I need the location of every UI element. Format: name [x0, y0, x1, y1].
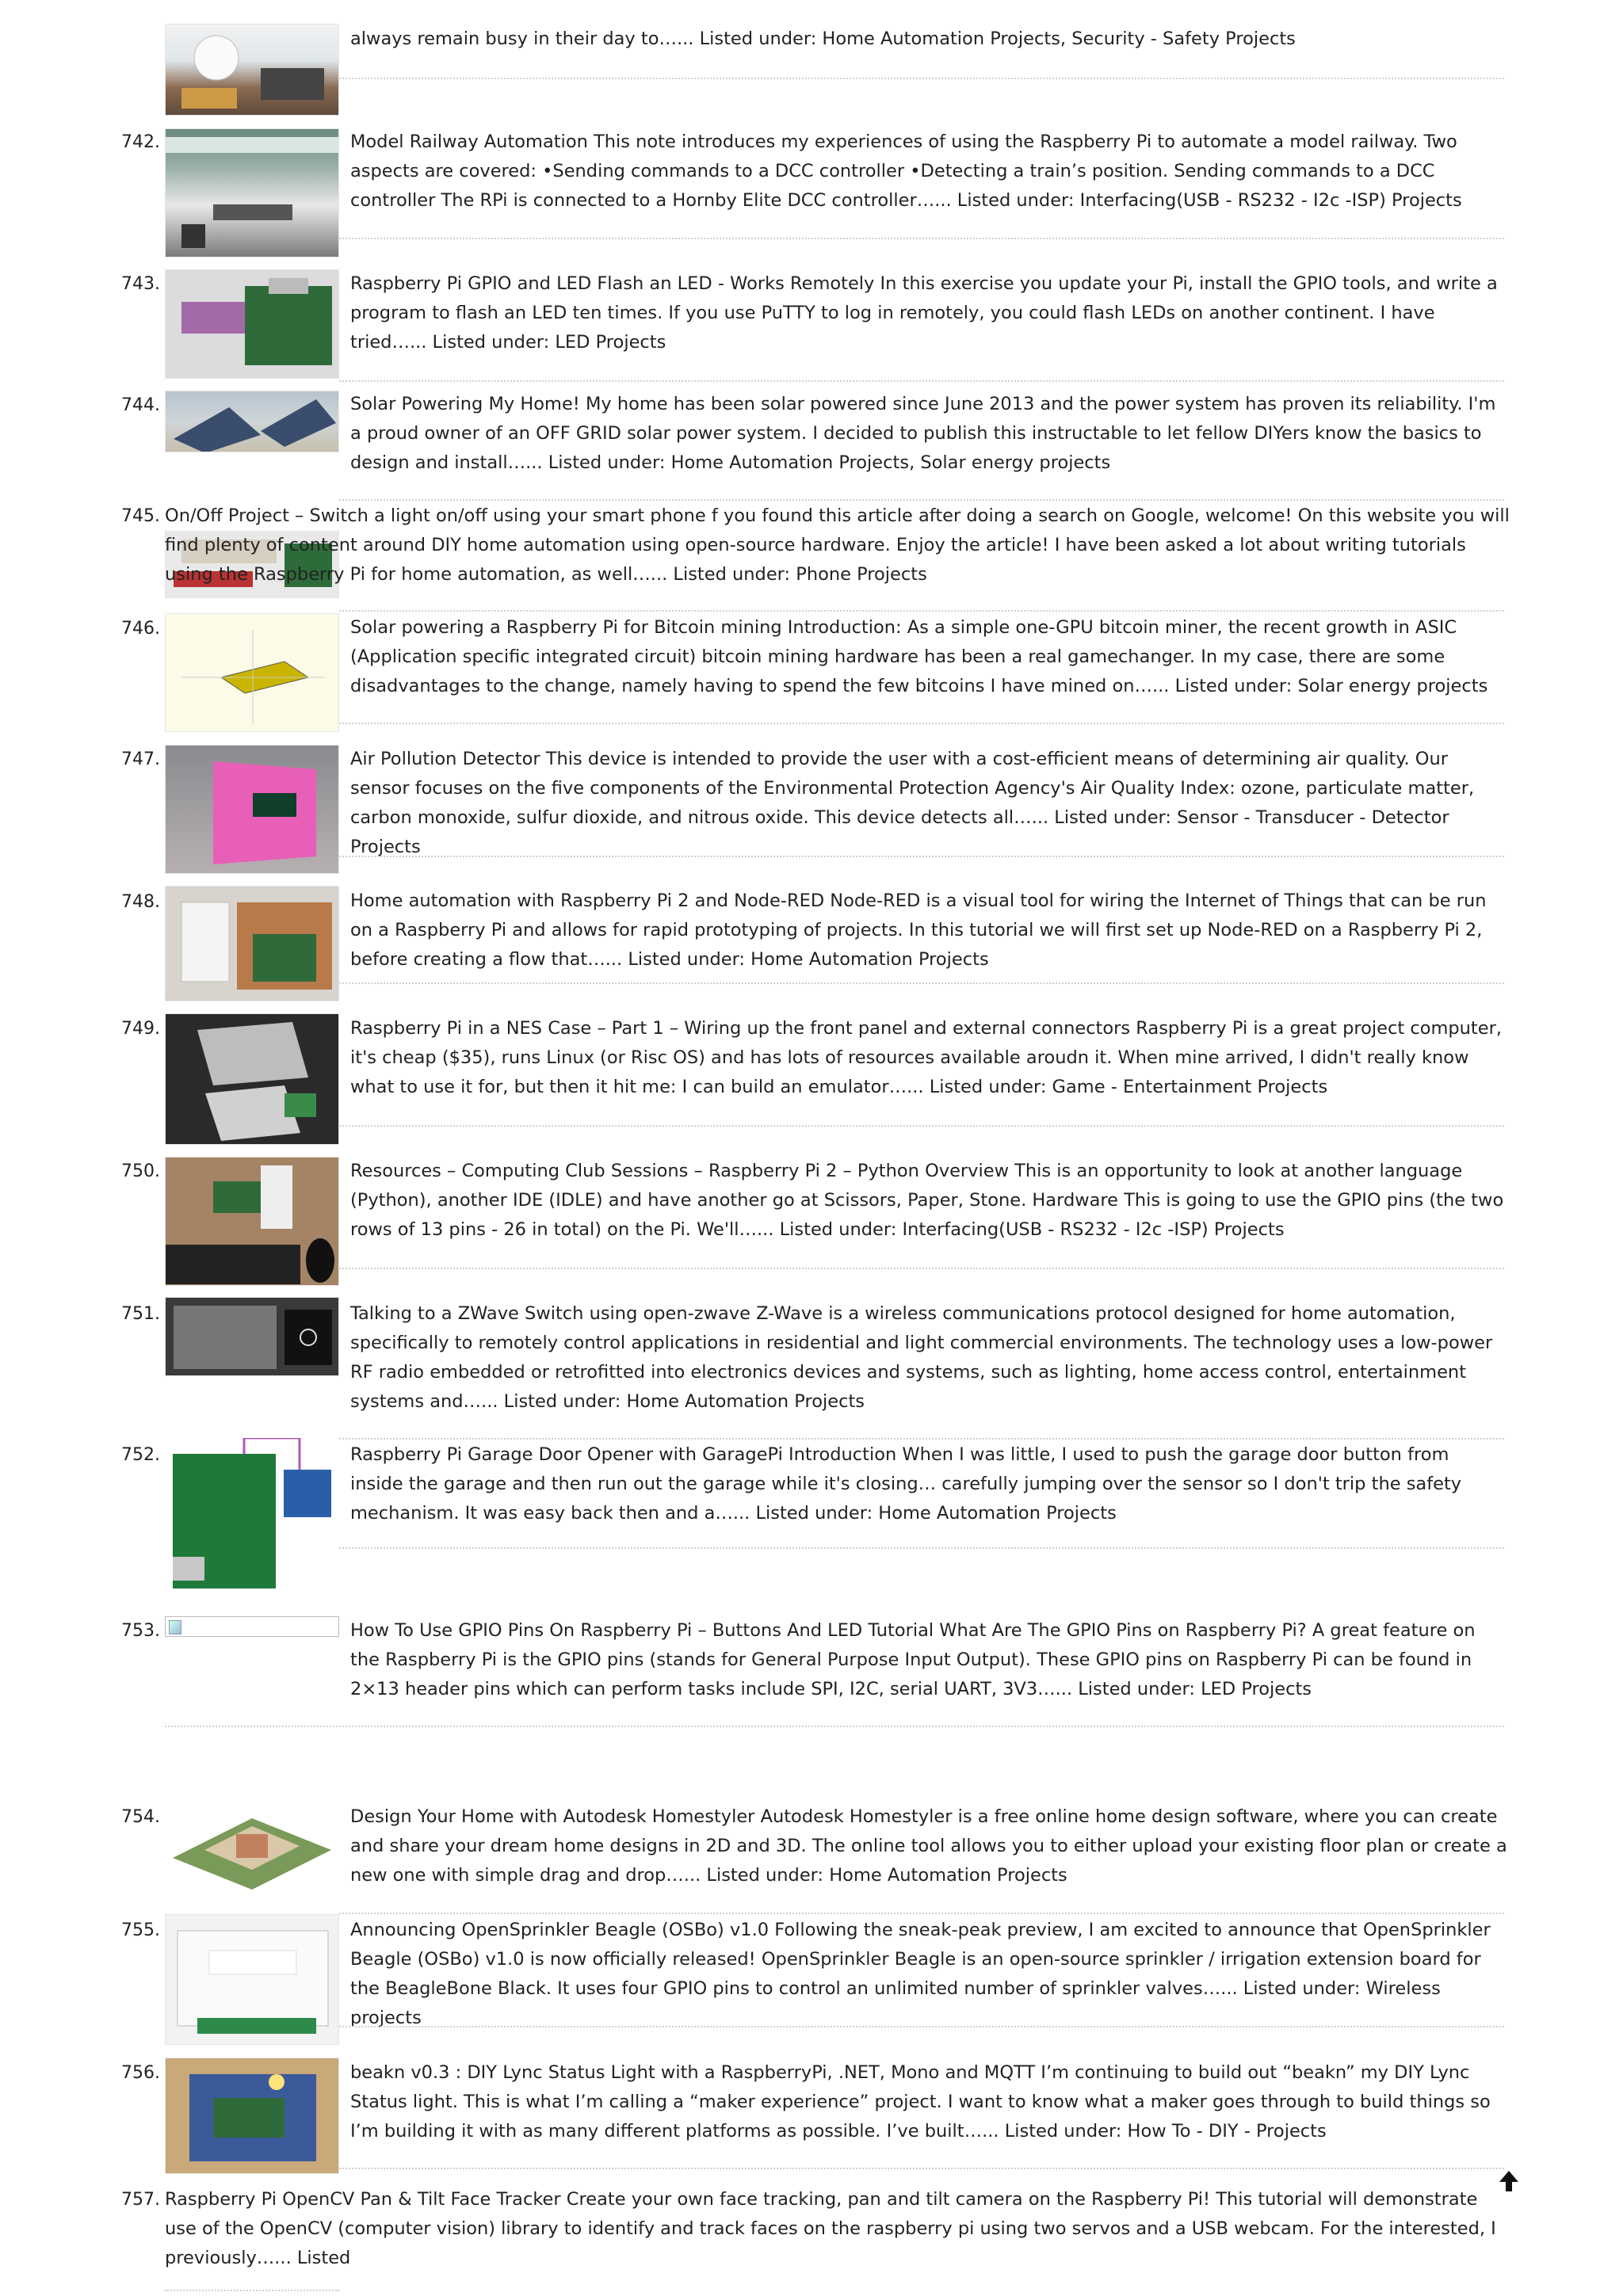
project-thumbnail[interactable] [165, 745, 339, 874]
project-description[interactable]: Home automation with Raspberry Pi 2 and Node-RED Node-RED is a visual tool for wiring the Internet of Things that can be run on a Raspberry Pi and allows for rapid prototyping of projects. In this tutorial we will first set up Node-RED on a Raspberry Pi 2, before creating a flow that…... Listed under: Home Automation Projects [350, 891, 1487, 970]
project-thumbnail[interactable] [165, 1297, 339, 1376]
project-thumbnail[interactable] [165, 269, 339, 379]
project-description[interactable]: Solar Powering My Home! My home has been solar powered since June 2013 and the power system has proven its reliability. I'm a proud owner of an OFF GRID solar power system. I decided to publish this instructable to let fellow DIYers know the basics to design and install…... Listed under: Home Automation Projects, Solar energy projects [350, 394, 1496, 473]
separator [339, 78, 1504, 79]
item-number: 754. [121, 1807, 160, 1827]
item-number: 748. [121, 892, 160, 912]
project-description[interactable]: beakn v0.3 : DIY Lync Status Light with a RaspberryPi, .NET, Mono and MQTT I’m continuing to build out “beakn” my DIY Lync Status light. This is what I’m calling a “maker experience” project. I want to know what a maker goes through to build things so I’m building it with as many different platforms as possible. I’ve built…... Listed under: How To - DIY - Projects [350, 2062, 1491, 2142]
separator [339, 610, 1504, 612]
arrow-up-icon[interactable] [1498, 2169, 1520, 2193]
project-description[interactable]: Raspberry Pi in a NES Case – Part 1 – Wiring up the front panel and external connectors Raspberry Pi is a great project computer, it's cheap ($35), runs Linux (or Risc OS) and has lots of resources available aroudn it. When mine arrived, I didn't really know what to use it for, but then it hit me: I can build an emulator…... Listed under: Game - Entertainment Projects [350, 1018, 1502, 1097]
project-thumbnail[interactable] [165, 613, 339, 732]
project-description[interactable]: always remain busy in their day to…... Listed under: Home Automation Projects, Security - Safety Projects [350, 29, 1296, 49]
project-thumbnail[interactable] [165, 1914, 339, 2045]
item-number: 753. [121, 1621, 160, 1641]
project-thumbnail[interactable] [165, 886, 339, 1001]
item-number: 752. [121, 1445, 160, 1465]
project-thumbnail[interactable] [165, 391, 339, 452]
project-description[interactable]: Raspberry Pi OpenCV Pan & Tilt Face Tracker Create your own face tracking, pan and tilt camera on the Raspberry Pi! This tutorial will demonstrate use of the OpenCV (computer vision) library to identify and track faces on the raspberry pi using two servos and a USB webcam. For the interested, I previously…... Listed [165, 2189, 1496, 2268]
item-number: 747. [121, 749, 160, 769]
item-number: 756. [121, 2063, 160, 2083]
project-description[interactable]: How To Use GPIO Pins On Raspberry Pi – Buttons And LED Tutorial What Are The GPIO Pins on Raspberry Pi? A great feature on the Raspberry Pi is the GPIO pins (stands for General Purpose Input Output). These GPIO pins on Raspberry Pi can be found in 2×13 header pins which can perform tasks include SPI, I2C, serial UART, 3V3…... Listed under: LED Projects [350, 1620, 1476, 1699]
item-number: 744. [121, 395, 160, 415]
project-description[interactable]: Talking to a ZWave Switch using open-zwave Z-Wave is a wireless communications protocol designed for home automation, specifically to remotely control applications in residential and light commercial environments. The technology uses a low-power RF radio embedded or retrofitted into electronics devices and systems, such as lighting, home access control, entertainment systems and…... Listed under: Home Automation Projects [350, 1303, 1493, 1412]
project-description[interactable]: Model Railway Automation This note introduces my experiences of using the Raspberry Pi to automate a model railway. Two aspects are covered: •Sending commands to a DCC controller •Detecting a train’s position. Sending commands to a DCC controller The RPi is connected to a Hornby Elite DCC controller…... Listed under: Interfacing(USB - RS232 - I2c -ISP) Projects [350, 132, 1462, 211]
separator [339, 2026, 1504, 2027]
project-thumbnail[interactable] [165, 1802, 339, 1891]
project-thumbnail[interactable] [165, 128, 339, 257]
separator [339, 1438, 1504, 1440]
item-number: 757. [121, 2190, 160, 2210]
project-thumbnail[interactable] [165, 2058, 339, 2174]
separator [339, 2168, 1504, 2169]
item-number: 746. [121, 619, 160, 639]
project-description[interactable]: Resources – Computing Club Sessions – Raspberry Pi 2 – Python Overview This is an opportunity to look at another language (Python), another IDE (IDLE) and have another go at Scissors, Paper, Stone. Hardware This is going to use the GPIO pins (the two rows of 13 pins - 26 in total) on the Pi. We'll…... Listed under: Interfacing(USB - RS232 - I2c -ISP) Projects [350, 1161, 1504, 1240]
separator [339, 1547, 1504, 1549]
separator [339, 856, 1504, 857]
project-description[interactable]: Announcing OpenSprinkler Beagle (OSBo) v1.0 Following the sneak-peak preview, I am excited to announce that OpenSprinkler Beagle (OSBo) v1.0 is now officially released! OpenSprinkler Beagle is an open-source sprinkler / irrigation extension board for the BeagleBone Black. It uses four GPIO pins to control an unlimited number of sprinkler valves…... Listed under: Wireless projects [350, 1920, 1491, 2028]
project-thumbnail[interactable] [165, 24, 339, 116]
separator [339, 1125, 1504, 1127]
item-number: 755. [121, 1920, 160, 1940]
project-description[interactable]: Raspberry Pi Garage Door Opener with GaragePi Introduction When I was little, I used to push the garage door button from inside the garage and then run out the garage while it's closing… carefully jumping over the sensor so I don't trip the safety mechanism. It was easy back then and a…... Listed under: Home Automation Projects [350, 1444, 1462, 1524]
project-thumbnail[interactable] [165, 1157, 339, 1286]
item-number: 750. [121, 1161, 160, 1181]
project-thumbnail[interactable] [165, 1438, 339, 1604]
item-number: 743. [121, 274, 160, 294]
item-number: 742. [121, 132, 160, 152]
separator [165, 1726, 1504, 1727]
item-number: 745. [121, 506, 160, 526]
project-description[interactable]: Solar powering a Raspberry Pi for Bitcoin mining Introduction: As a simple one-GPU bitcoin miner, the recent growth in ASIC (Application specific integrated circuit) bitcoin mining hardware has been a real gamechanger. In my case, there are some disadvantages to the change, namely having to spend the few bitcoins I have mined on…... Listed under: Solar energy projects [350, 617, 1488, 696]
separator [165, 2290, 339, 2291]
separator [339, 499, 1504, 501]
item-number: 749. [121, 1019, 160, 1039]
separator [339, 380, 1504, 382]
broken-image-icon[interactable] [165, 1616, 339, 1637]
project-description[interactable]: Design Your Home with Autodesk Homestyler Autodesk Homestyler is a free online home design software, where you can create and share your dream home designs in 2D and 3D. The online tool allows you to either upload your existing floor plan or create a new one with simple drag and drop…... Listed under: Home Automation Projects [350, 1806, 1507, 1886]
separator [339, 723, 1504, 724]
project-description[interactable] [165, 502, 1512, 589]
separator [339, 1268, 1504, 1269]
project-description[interactable]: Raspberry Pi GPIO and LED Flash an LED - Works Remotely In this exercise you update your Pi, install the GPIO tools, and write a program to flash an LED ten times. If you use PuTTY to log in remotely, you could flash LEDs on another continent. I have tried…... Listed under: LED Projects [350, 273, 1498, 353]
item-number: 751. [121, 1304, 160, 1324]
separator [339, 238, 1504, 239]
project-thumbnail[interactable] [165, 1013, 339, 1145]
separator [339, 1913, 1504, 1914]
separator [339, 982, 1504, 984]
description-text: On/Off Project – Switch a light on/off using your smart phone f you found this article after doing a search on Google, welcome! On this website you will find plenty of content around DIY home automation using open-source hardware. Enjoy the article! I have been asked a lot about writing tutorials using the Raspberry Pi for home automation, as well…... Listed under: Phone Projects [165, 505, 1510, 585]
project-description[interactable]: Air Pollution Detector This device is intended to provide the user with a cost-efficient means of determining air quality. Our sensor focuses on the five components of the Environmental Protection Agency's Air Quality Index: ozone, particulate matter, carbon monoxide, sulfur dioxide, and nitrous oxide. This device detects all…... Listed under: Sensor - Transducer - Detector Projects [350, 749, 1475, 857]
